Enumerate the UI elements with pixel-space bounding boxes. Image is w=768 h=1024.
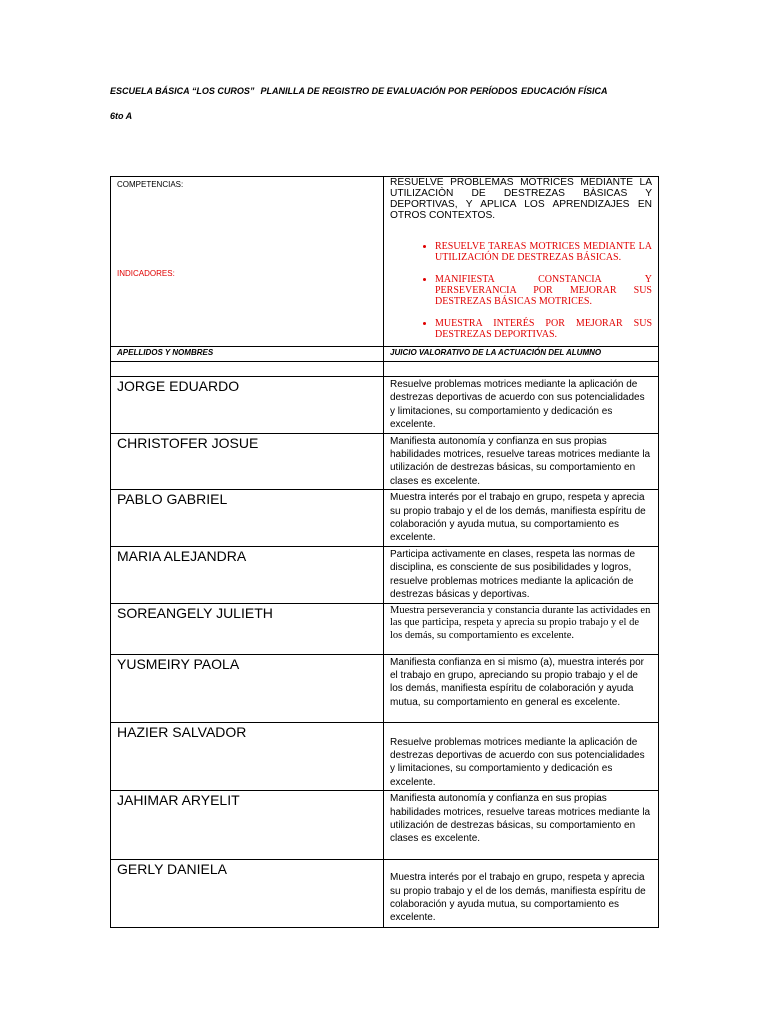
student-name: HAZIER SALVADOR — [111, 722, 384, 791]
competencias-content-cell — [384, 177, 659, 347]
school-name: ESCUELA BÁSICA “LOS CUROS” — [110, 86, 255, 96]
student-row — [111, 654, 659, 722]
student-name: CHRISTOFER JOSUE — [111, 433, 384, 490]
student-judgement: Muestra interés por el trabajo en grupo, respeta y aprecia su propio trabajo y el de los demás, manifiesta espíritu de colaboración y ayuda mutua, su comportamiento es excelente. — [384, 490, 659, 547]
document-header — [110, 86, 608, 96]
empty-cell — [384, 362, 659, 377]
competencias-label-cell — [111, 177, 384, 347]
student-row — [111, 722, 659, 791]
student-judgement-text: Muestra interés por el trabajo en grupo, respeta y aprecia su propio trabajo y el de los demás, manifiesta espíritu de colaboración y ayuda mutua, su comportamiento es excelente. — [390, 872, 646, 924]
student-judgement: Resuelve problemas motrices mediante la aplicación de destrezas deportivas de acuerdo con sus potencialidades y limitaciones, su comportamiento y dedicación es excelente. — [384, 377, 659, 434]
student-judgement: Manifiesta confianza en si mismo (a), muestra interés por el trabajo en grupo, apreciando su propio trabajo y el de los demás, manifiesta espíritu de colaboración y ayuda mutua, su comportamiento en general es excelente. — [384, 654, 659, 722]
empty-row — [111, 362, 659, 377]
competencias-label: COMPETENCIAS: — [117, 180, 184, 189]
column-header-row — [111, 347, 659, 362]
student-name: JORGE EDUARDO — [111, 377, 384, 434]
indicador-item: • MUESTRA INTERÉS POR MEJORAR SUS DESTREZAS DEPORTIVAS. — [435, 318, 652, 340]
student-name: JAHIMAR ARYELIT — [111, 791, 384, 860]
grade-label: 6to A — [110, 111, 133, 121]
student-name: MARIA ALEJANDRA — [111, 546, 384, 603]
student-row — [111, 860, 659, 928]
names-column-header: APELLIDOS Y NOMBRES — [111, 347, 384, 362]
judgement-column-header: JUICIO VALORATIVO DE LA ACTUACIÓN DEL ALUMNO — [384, 347, 659, 362]
student-judgement: Muestra perseverancia y constancia durante las actividades en las que participa, respeta y aprecia su propio trabajo y el de los demás, su comportamiento es excelente. — [384, 603, 659, 654]
indicador-item: • RESUELVE TAREAS MOTRICES MEDIANTE LA UTILIZACIÓN DE DESTREZAS BÁSICAS. — [435, 241, 652, 263]
indicadores-label: INDICADORES: — [117, 269, 175, 278]
document-title: PLANILLA DE REGISTRO DE EVALUACIÓN POR PERÍODOS — [260, 86, 518, 96]
student-judgement — [384, 860, 659, 928]
indicador-item: • MANIFIESTA CONSTANCIA Y PERSEVERANCIA POR MEJORAR SUS DESTREZAS BÁSICAS MOTRICES. — [435, 274, 652, 307]
evaluation-table — [110, 176, 659, 928]
student-name: SOREANGELY JULIETH — [111, 603, 384, 654]
student-judgement: Manifiesta autonomía y confianza en sus propias habilidades motrices, resuelve tareas motrices mediante la utilización de destrezas básicas, su comportamiento en clases es excelente. — [384, 433, 659, 490]
student-row — [111, 377, 659, 434]
student-row — [111, 791, 659, 860]
empty-cell — [111, 362, 384, 377]
student-name: PABLO GABRIEL — [111, 490, 384, 547]
student-judgement: Manifiesta autonomía y confianza en sus propias habilidades motrices, resuelve tareas motrices mediante la utilización de destrezas básicas, su comportamiento en clases es excelente. — [384, 791, 659, 860]
competencias-row — [111, 177, 659, 347]
student-name: YUSMEIRY PAOLA — [111, 654, 384, 722]
student-judgement: Participa activamente en clases, respeta las normas de disciplina, es consciente de sus posibilidades y logros, resuelve problemas motrices mediante la aplicación de destrezas básicas y deportivas. — [384, 546, 659, 603]
student-name: GERLY DANIELA — [111, 860, 384, 928]
student-row — [111, 603, 659, 654]
subject-name: EDUCACIÓN FÍSICA — [521, 86, 608, 96]
student-row — [111, 433, 659, 490]
student-row — [111, 546, 659, 603]
student-judgement-text: Resuelve problemas motrices mediante la aplicación de destrezas deportivas de acuerdo con sus potencialidades y limitaciones, su comportamiento y dedicación es excelente. — [390, 736, 645, 788]
competencias-text: RESUELVE PROBLEMAS MOTRICES MEDIANTE LA UTILIZACIÒN DE DESTREZAS BÀSICAS Y DEPORTIVAS, Y APLICA LOS APRENDIZAJES EN OTROS CONTEXTOS. — [390, 177, 652, 221]
student-judgement — [384, 722, 659, 791]
indicadores-list — [390, 241, 652, 340]
student-row — [111, 490, 659, 547]
